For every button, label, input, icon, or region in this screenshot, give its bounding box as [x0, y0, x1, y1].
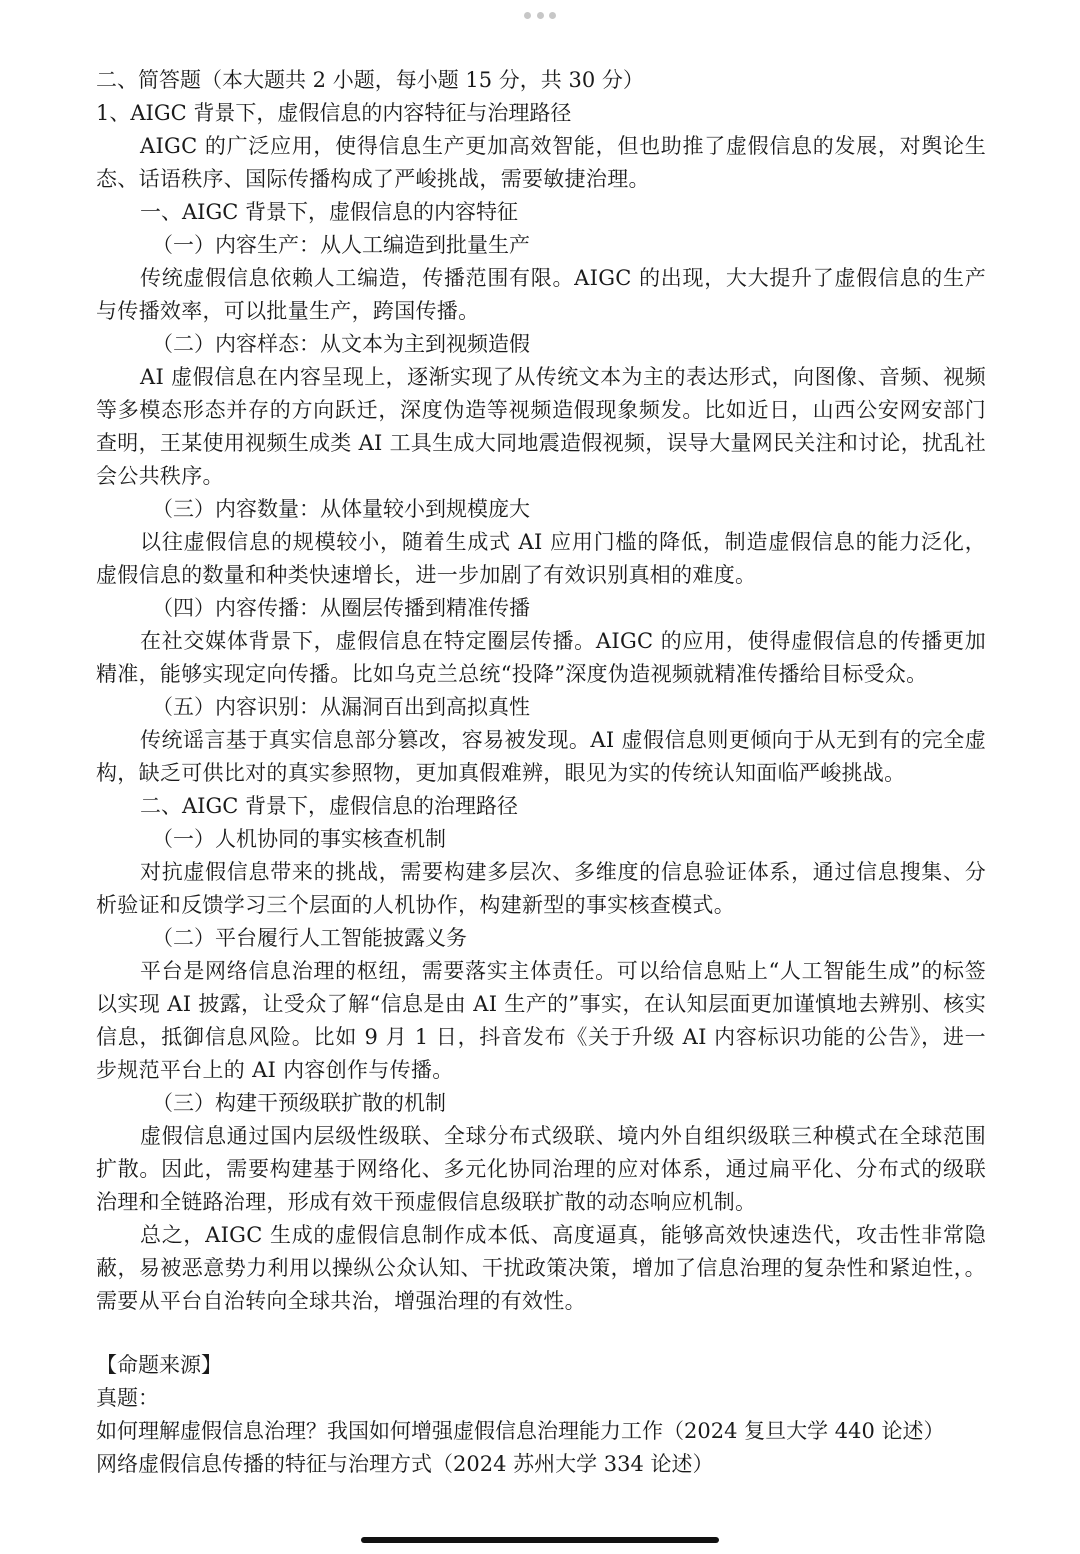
part1-item1-text: 传统虚假信息依赖人工编造，传播范围有限。AIGC 的出现，大大提升了虚假信息的生产与传播效率，可以批量生产，跨国传播。: [96, 266, 986, 323]
part1-item1-heading: （一）内容生产：从人工编造到批量生产: [152, 233, 530, 257]
part2-item3-heading: （三）构建干预级联扩散的机制: [152, 1091, 446, 1115]
part2-item1-heading: （一）人机协同的事实核查机制: [152, 827, 446, 851]
part1-item4-heading: （四）内容传播：从圈层传播到精准传播: [152, 596, 530, 620]
part1-item3-heading: （三）内容数量：从体量较小到规模庞大: [152, 497, 530, 521]
dot: [537, 12, 544, 19]
spacer: [96, 1318, 986, 1349]
source-label: 真题：: [96, 1386, 159, 1410]
part2-item3-text: 虚假信息通过国内层级性级联、全球分布式级联、境内外自组织级联三种模式在全球范围扩散。因此，需要构建基于网络化、多元化协同治理的应对体系，通过扁平化、分布式的级联治理和全链路治理，形成有效干预虚假信息级联扩散的动态响应机制。: [96, 1124, 986, 1214]
part1-item4-text: 在社交媒体背景下，虚假信息在特定圈层传播。AIGC 的应用，使得虚假信息的传播更加精准，能够实现定向传播。比如乌克兰总统“投降”深度伪造视频就精准传播给目标受众。: [96, 629, 986, 686]
document-body: [96, 64, 986, 1481]
source-heading: 【命题来源】: [96, 1353, 222, 1377]
question-title: 1、AIGC 背景下，虚假信息的内容特征与治理路径: [96, 101, 572, 125]
part1-item5-text: 传统谣言基于真实信息部分篡改，容易被发现。AI 虚假信息则更倾向于从无到有的完全虚构，缺乏可供比对的真实参照物，更加真假难辨，眼见为实的传统认知面临严峻挑战。: [96, 728, 986, 785]
source-item: 网络虚假信息传播的特征与治理方式（2024 苏州大学 334 论述）: [96, 1452, 714, 1476]
part1-item3-text: 以往虚假信息的规模较小，随着生成式 AI 应用门槛的降低，制造虚假信息的能力泛化，虚假信息的数量和种类快速增长，进一步加剧了有效识别真相的难度。: [96, 530, 986, 587]
part1-heading: 一、AIGC 背景下，虚假信息的内容特征: [140, 200, 518, 224]
part2-item2-heading: （二）平台履行人工智能披露义务: [152, 926, 467, 950]
home-indicator[interactable]: [361, 1537, 719, 1543]
part1-item2-text: AI 虚假信息在内容呈现上，逐渐实现了从传统文本为主的表达形式，向图像、音频、视频等多模态形态并存的方向跃迁，深度伪造等视频造假现象频发。比如近日，山西公安网安部门查明，王某使用视频生成类 AI 工具生成大同地震造假视频，误导大量网民关注和讨论，扰乱社会公共秩序。: [96, 365, 987, 488]
part2-item2-text: 平台是网络信息治理的枢纽，需要落实主体责任。可以给信息贴上“人工智能生成”的标签以实现 AI 披露，让受众了解“信息是由 AI 生产的”事实，在认知层面更加谨慎地去辨别、核实信息，抵御信息风险。比如 9 月 1 日，抖音发布《关于升级 AI 内容标识功能的公告》，进一步规范平台上的 AI 内容创作与传播。: [96, 959, 986, 1082]
part1-item5-heading: （五）内容识别：从漏洞百出到高拟真性: [152, 695, 530, 719]
conclusion-paragraph: 总之，AIGC 生成的虚假信息制作成本低、高度逼真，能够高效快速迭代，攻击性非常隐蔽，易被恶意势力利用以操纵公众认知、干扰政策决策，增加了信息治理的复杂性和紧迫性，。需要从平台自治转向全球共治，增强治理的有效性。: [96, 1223, 986, 1313]
source-item: 如何理解虚假信息治理？我国如何增强虚假信息治理能力工作（2024 复旦大学 440 论述）: [96, 1419, 945, 1443]
dot: [549, 12, 556, 19]
part2-heading: 二、AIGC 背景下，虚假信息的治理路径: [140, 794, 518, 818]
part2-item1-text: 对抗虚假信息带来的挑战，需要构建多层次、多维度的信息验证体系，通过信息搜集、分析验证和反馈学习三个层面的人机协作，构建新型的事实核查模式。: [96, 860, 986, 917]
section-title: 二、简答题（本大题共 2 小题，每小题 15 分，共 30 分）: [96, 68, 644, 92]
intro-paragraph: AIGC 的广泛应用，使得信息生产更加高效智能，但也助推了虚假信息的发展，对舆论生态、话语秩序、国际传播构成了严峻挑战，需要敏捷治理。: [96, 134, 986, 191]
dot: [524, 12, 531, 19]
part1-item2-heading: （二）内容样态：从文本为主到视频造假: [152, 332, 530, 356]
more-options-icon[interactable]: [524, 9, 556, 21]
